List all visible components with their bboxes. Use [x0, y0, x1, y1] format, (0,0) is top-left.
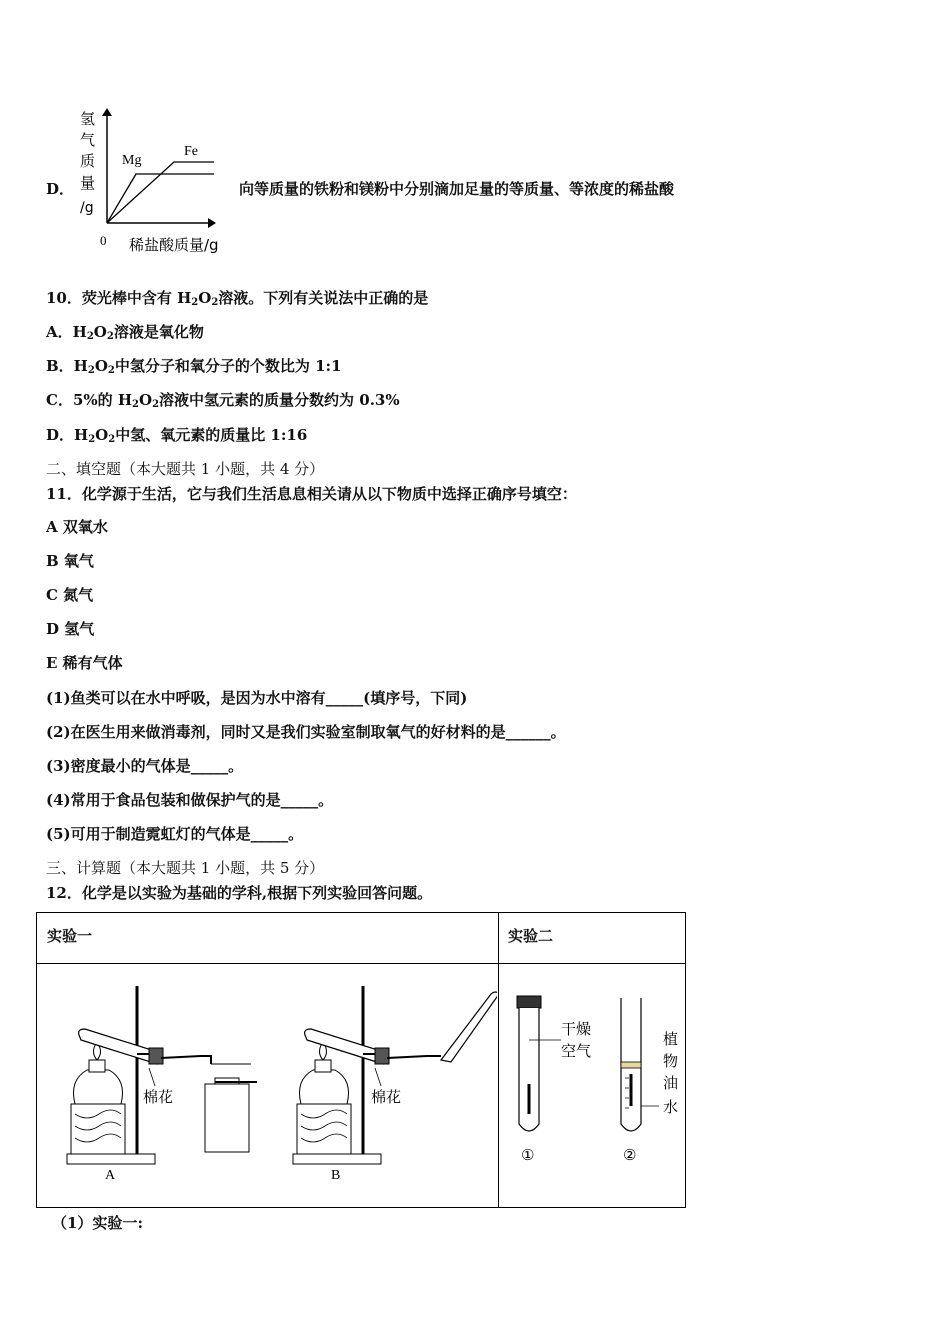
experiment-one-header: 实验一 — [47, 927, 93, 945]
tube-with-oil-and-water — [621, 998, 678, 1164]
gas-jar — [205, 1084, 249, 1152]
q10-option-b: B．$H_2O_2$中氢分子和氧分子的个数比为 1:1 — [46, 357, 342, 376]
clamp — [149, 1048, 163, 1064]
q11-part: (4)常用于食品包装和做保护气的是_____。 — [46, 791, 334, 809]
alcohol-lamp — [300, 1070, 349, 1104]
q10-stem: 10．荧光棒中含有 $H_2O_2$溶液。下列有关说法中正确的是 — [46, 289, 429, 308]
setup-b-label: B — [331, 1168, 341, 1183]
water-label: 水 — [663, 1098, 679, 1116]
mg-label: Mg — [122, 153, 142, 168]
option-d-label: D． — [46, 180, 75, 198]
q11-part: (5)可用于制造霓虹灯的气体是_____。 — [46, 825, 304, 843]
mg-curve — [107, 174, 214, 223]
oil-label-char: 油 — [663, 1074, 679, 1092]
clamp — [375, 1048, 389, 1064]
q11-part: (3)密度最小的气体是_____。 — [46, 757, 244, 775]
experiment-one-apparatus — [37, 964, 497, 1208]
y-label-char: 气 — [80, 131, 96, 149]
oil-label-char: 植 — [663, 1030, 679, 1048]
origin-label: 0 — [100, 233, 107, 248]
cotton-label-b: 棉花 — [371, 1088, 402, 1106]
q10-option-d: D．$H_2O_2$中氢、氧元素的质量比 1:16 — [46, 426, 308, 445]
alcohol-lamp — [74, 1070, 123, 1104]
stand-base — [293, 1154, 381, 1164]
experiment-two-apparatus — [499, 964, 685, 1208]
sealed-tube-1 — [517, 996, 591, 1164]
q12-sub1: （1）实验一: — [52, 1214, 143, 1232]
graph-x-arrow — [208, 218, 216, 228]
y-label-char: /g — [80, 200, 94, 216]
y-label-char: 量 — [80, 174, 96, 192]
q11-option: E 稀有气体 — [46, 654, 123, 672]
cotton-label-a: 棉花 — [143, 1088, 174, 1106]
q11-option: D 氢气 — [46, 620, 95, 638]
setup-a — [67, 986, 257, 1183]
q11-part: (1)鱼类可以在水中呼吸，是因为水中溶有_____(填序号，下同) — [46, 689, 468, 707]
graph-y-arrow — [102, 108, 112, 116]
experiment-table — [36, 912, 686, 1208]
dry-air-label: 干燥 — [561, 1020, 592, 1038]
hydrogen-mass-graph — [74, 108, 244, 258]
y-label-char: 氢 — [80, 110, 96, 128]
collecting-tube — [441, 992, 497, 1062]
fe-label: Fe — [184, 144, 198, 159]
setup-a-label: A — [105, 1168, 116, 1183]
oil-layer — [621, 1062, 641, 1068]
q11-option: B 氧气 — [46, 552, 94, 570]
setup-b — [293, 986, 497, 1183]
section-fill-blank-heading: 二、填空题（本大题共 1 小题，共 4 分） — [46, 460, 325, 478]
tube-2-number: ② — [623, 1146, 637, 1164]
experiment-two-header: 实验二 — [508, 927, 554, 945]
stand-base — [67, 1154, 155, 1164]
q11-option: C 氮气 — [46, 586, 94, 604]
x-axis-label: 稀盐酸质量/g — [129, 236, 219, 254]
q11-stem: 11．化学源于生活，它与我们生活息息相关请从以下物质中选择正确序号填空： — [46, 485, 577, 503]
section-calculation-heading: 三、计算题（本大题共 1 小题，共 5 分） — [46, 859, 325, 877]
stopper — [517, 996, 541, 1008]
option-d-statement: 向等质量的铁粉和镁粉中分别滴加足量的等质量、等浓度的稀盐酸 — [239, 180, 675, 198]
q12-stem: 12．化学是以实验为基础的学科,根据下列实验回答问题。 — [46, 884, 433, 902]
y-label-char: 质 — [80, 152, 96, 170]
delivery-tube-b — [387, 1056, 441, 1058]
dry-air-label: 空气 — [561, 1042, 592, 1060]
q11-part: (2)在医生用来做消毒剂，同时又是我们实验室制取氧气的好材料的是______。 — [46, 723, 566, 741]
tube-1-number: ① — [521, 1146, 535, 1164]
q10-option-a: A．$H_2O_2$溶液是氧化物 — [46, 323, 204, 342]
fe-curve — [107, 162, 214, 223]
q10-option-c: C．5%的 $H_2O_2$溶液中氢元素的质量分数约为 0.3% — [46, 391, 400, 410]
delivery-tube-a — [161, 1056, 211, 1064]
q11-option: A 双氧水 — [46, 518, 108, 536]
oil-label-char: 物 — [663, 1052, 679, 1070]
